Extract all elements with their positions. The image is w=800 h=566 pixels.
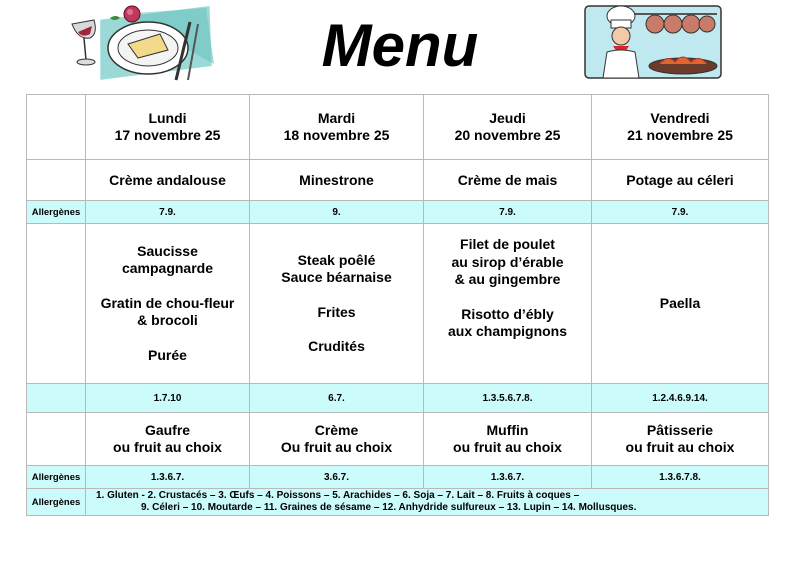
allergen-cell: 7.9. — [86, 201, 250, 224]
day-header — [250, 95, 424, 160]
main-line: Saucisse — [137, 242, 198, 259]
dessert-line: Ou fruit au choix — [280, 439, 393, 455]
main-cell — [86, 224, 250, 384]
dessert-line: ou fruit au choix — [625, 439, 735, 455]
main-line: aux champignons — [447, 323, 568, 339]
dessert-line: Muffin — [486, 421, 529, 438]
dessert-line: ou fruit au choix — [113, 439, 222, 455]
allergen-cell: 1.7.10 — [86, 384, 250, 413]
legend-line: 1. Gluten - 2. Crustacés – 3. Œufs – 4. Poissons – 5. Arachides – 6. Soja – 7. Lait – 8. Fruits à coques – — [96, 490, 580, 501]
day-header-row — [27, 95, 769, 160]
main-course-row — [27, 224, 769, 384]
main-line: Sauce béarnaise — [281, 269, 392, 285]
main-cell — [424, 224, 592, 384]
dessert-row — [27, 413, 769, 466]
allergen-cell: 3.6.7. — [250, 466, 424, 489]
allergen-label: Allergènes — [27, 466, 86, 489]
main-allergen-row — [27, 384, 769, 413]
day-date: 18 novembre 25 — [283, 127, 390, 143]
main-line: Steak poêlé — [297, 251, 376, 268]
dessert-cell — [592, 413, 769, 466]
allergen-cell: 9. — [250, 201, 424, 224]
dessert-cell — [424, 413, 592, 466]
main-line: & au gingembre — [454, 271, 561, 287]
allergen-cell: 6.7. — [250, 384, 424, 413]
allergen-legend-row — [27, 489, 769, 516]
dessert-line: Crème — [314, 421, 359, 438]
dessert-cell — [86, 413, 250, 466]
main-line: Purée — [148, 346, 187, 363]
main-line: Gratin de chou-fleur — [100, 294, 235, 311]
row-label-empty — [27, 413, 86, 466]
row-label-empty — [27, 224, 86, 384]
day-name: Mardi — [317, 110, 356, 126]
dessert-line: Gaufre — [144, 421, 191, 438]
main-line: au sirop d’érable — [451, 253, 564, 270]
dessert-line: ou fruit au choix — [453, 439, 562, 455]
allergen-legend — [86, 489, 769, 516]
row-label-empty — [27, 384, 86, 413]
allergen-cell: 1.3.6.7. — [86, 466, 250, 489]
corner-cell — [27, 95, 86, 160]
dessert-line: Pâtisserie — [646, 421, 714, 438]
starter-cell: Potage au céleri — [592, 160, 769, 201]
main-line: Filet de poulet — [460, 236, 555, 252]
main-line: Paella — [659, 294, 701, 311]
main-line: Risotto d’ébly — [461, 305, 554, 322]
allergen-cell: 1.3.6.7.8. — [592, 466, 769, 489]
starter-row — [27, 160, 769, 201]
main-line: Crudités — [308, 338, 365, 354]
dinner-plate-clipart — [64, 4, 224, 84]
main-line: Frites — [317, 303, 356, 320]
main-cell — [592, 224, 769, 384]
day-date: 21 novembre 25 — [627, 127, 733, 143]
allergen-label: Allergènes — [27, 201, 86, 224]
day-header — [592, 95, 769, 160]
day-header — [424, 95, 592, 160]
allergen-label: Allergènes — [27, 489, 86, 516]
starter-allergen-row — [27, 201, 769, 224]
main-line: campagnarde — [121, 260, 214, 277]
dessert-cell — [250, 413, 424, 466]
day-date: 17 novembre 25 — [114, 127, 221, 143]
starter-cell: Minestrone — [250, 160, 424, 201]
legend-line: 9. Céleri – 10. Moutarde – 11. Graines de sésame – 12. Anhydride sulfureux – 13. Lupin – 14. Mollusques. — [141, 502, 637, 513]
allergen-cell: 7.9. — [424, 201, 592, 224]
menu-table — [26, 94, 769, 516]
page-title: Menu — [321, 12, 479, 79]
main-line: & brocoli — [137, 312, 198, 329]
dessert-allergen-row — [27, 466, 769, 489]
day-date: 20 novembre 25 — [454, 127, 561, 143]
starter-cell: Crème de mais — [424, 160, 592, 201]
day-name: Vendredi — [650, 110, 710, 126]
day-name: Lundi — [148, 110, 187, 126]
allergen-cell: 7.9. — [592, 201, 769, 224]
main-cell — [250, 224, 424, 384]
starter-cell: Crème andalouse — [86, 160, 250, 201]
chef-cooking-clipart — [583, 2, 723, 82]
allergen-cell: 1.3.6.7. — [424, 466, 592, 489]
allergen-cell: 1.3.5.6.7.8. — [424, 384, 592, 413]
day-header — [86, 95, 250, 160]
row-label-empty — [27, 160, 86, 201]
day-name: Jeudi — [489, 110, 526, 126]
allergen-cell: 1.2.4.6.9.14. — [592, 384, 769, 413]
